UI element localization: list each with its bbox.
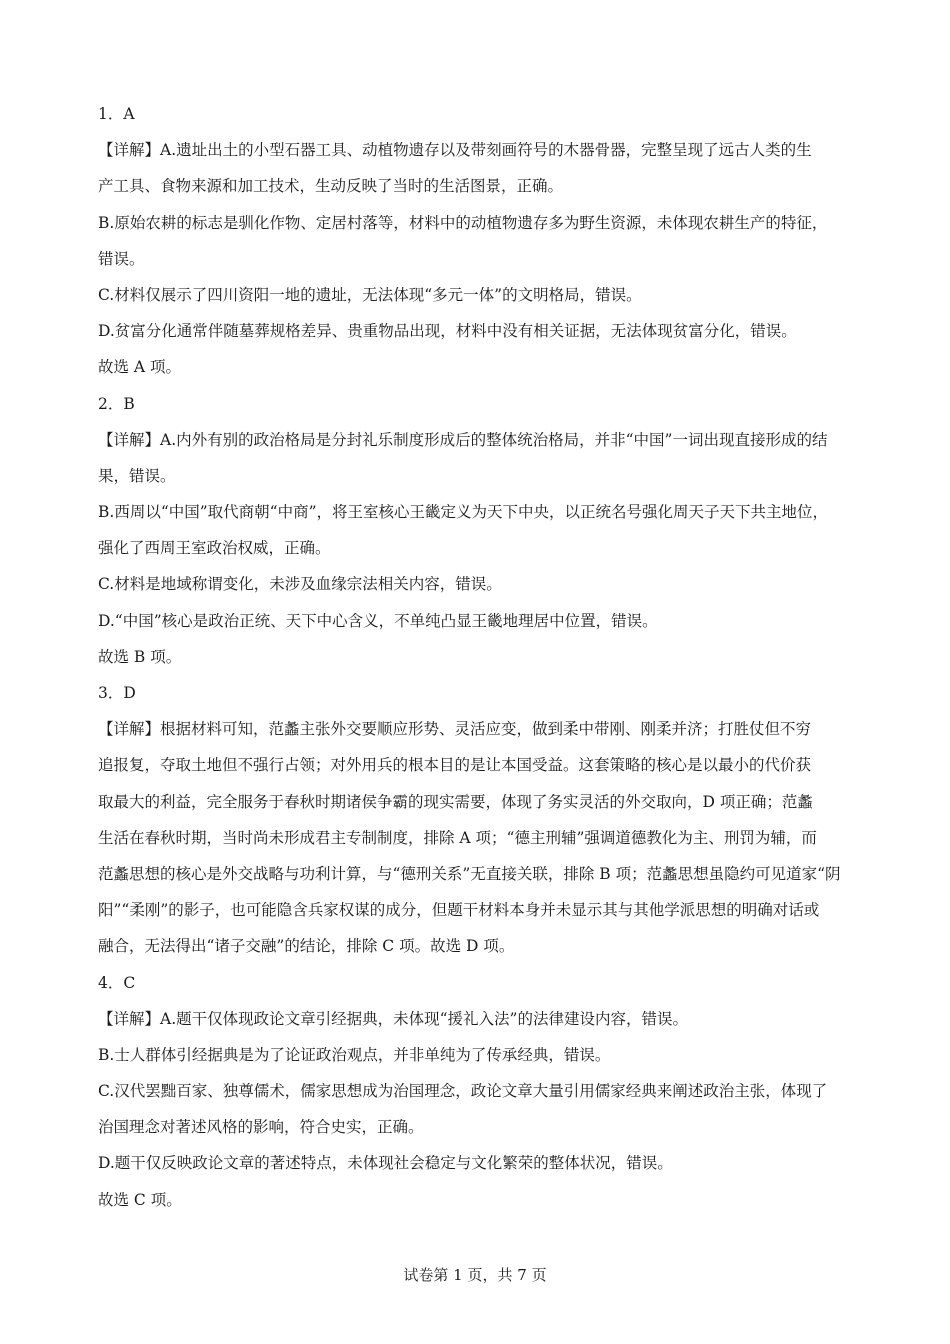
answer-3-explanation-line: 生活在春秋时期，当时尚未形成君主专制制度，排除 A 项；“德主刑辅”强调道德教化为主、刑罚为辅，而 <box>98 828 817 847</box>
answer-1-option-c: C.材料仅展示了四川资阳一地的遗址，无法体现“多元一体”的文明格局，错误。 <box>98 285 642 304</box>
answer-content <box>98 96 860 1218</box>
answer-1-option-b: B.原始农耕的标志是驯化作物、定居村落等，材料中的动植物遗存多为野生资源，未体现农耕生产的特征， <box>98 213 828 232</box>
answer-2-explanation-line: 果，错误。 <box>98 466 176 485</box>
answer-1-option-d: D.贫富分化通常伴随墓葬规格差异、贵重物品出现，材料中没有相关证据，无法体现贫富分化，错误。 <box>98 322 797 341</box>
answer-2-option-b: B.西周以“中国”取代商朝“中商”，将王室核心王畿定义为天下中央，以正统名号强化周天子天下共主地位， <box>98 503 829 522</box>
answer-4-option-c: 治国理念对著述风格的影响，符合史实，正确。 <box>98 1118 424 1137</box>
answer-3-explanation-line: 阳”“柔刚”的影子，也可能隐含兵家权谋的成分，但题干材料本身并未显示其与其他学派思想的明确对话或 <box>98 901 820 920</box>
answer-4-option-b: B.士人群体引经据典是为了论证政治观点，并非单纯为了传承经典，错误。 <box>98 1045 611 1064</box>
answer-4-heading: 4．C <box>98 973 136 992</box>
answer-1-heading: 1．A <box>98 105 135 123</box>
answer-4-conclusion: 故选 C 项。 <box>98 1190 182 1209</box>
answer-3-explanation-line: 取最大的利益，完全服务于春秋时期诸侯争霸的现实需要，体现了务实灵活的外交取向，D 项正确；范蠡 <box>98 792 813 811</box>
answer-2-explanation-line: 【详解】A.内外有别的政治格局是分封礼乐制度形成后的整体统治格局，并非“中国”一词出现直接形成的结 <box>98 430 828 449</box>
answer-2-option-d: D.“中国”核心是政治正统、天下中心含义，不单纯凸显王畿地理居中位置，错误。 <box>98 611 658 630</box>
answer-2-option-c: C.材料是地域称谓变化，未涉及血缘宗法相关内容，错误。 <box>98 575 502 594</box>
answer-1-conclusion: 故选 A 项。 <box>98 358 182 377</box>
page-footer: 试卷第 1 页，共 7 页 <box>403 1266 547 1284</box>
answer-4-option-d: D.题干仅反映政论文章的著述特点，未体现社会稳定与文化繁荣的整体状况，错误。 <box>98 1154 673 1173</box>
answer-4-option-c: C.汉代罢黜百家、独尊儒术，儒家思想成为治国理念，政论文章大量引用儒家经典来阐述政治主张，体现了 <box>98 1082 828 1101</box>
answer-1-option-b: 错误。 <box>98 249 145 268</box>
answer-2-conclusion: 故选 B 项。 <box>98 647 182 666</box>
answer-2-heading: 2．B <box>98 394 135 413</box>
answer-2-option-b: 强化了西周王室政治权威，正确。 <box>98 539 331 558</box>
answer-4-explanation-line: 【详解】A.题干仅体现政论文章引经据典，未体现“援礼入法”的法律建设内容，错误。 <box>98 1009 688 1028</box>
answer-3-explanation-line: 融合，无法得出“诸子交融”的结论，排除 C 项。故选 D 项。 <box>98 937 515 956</box>
answer-3-explanation-line: 范蠡思想的核心是外交战略与功利计算，与“德刑关系”无直接关联，排除 B 项；范蠡思想虽隐约可见道家“阴 <box>98 864 841 883</box>
answer-1-explanation-line: 产工具、食物来源和加工技术，生动反映了当时的生活图景，正确。 <box>98 177 564 196</box>
answer-3-heading: 3．D <box>98 684 136 702</box>
answer-1-explanation-line: 【详解】A.遗址出土的小型石器工具、动植物遗存以及带刻画符号的木器骨器，完整呈现了远古人类的生 <box>98 141 812 160</box>
answer-3-explanation-line: 追报复，夺取土地但不强行占领；对外用兵的根本目的是让本国受益。这套策略的核心是以最小的代价获 <box>98 756 812 775</box>
answer-3-explanation-line: 【详解】根据材料可知，范蠡主张外交要顺应形势、灵活应变，做到柔中带刚、刚柔并济；打胜仗但不穷 <box>98 720 812 739</box>
